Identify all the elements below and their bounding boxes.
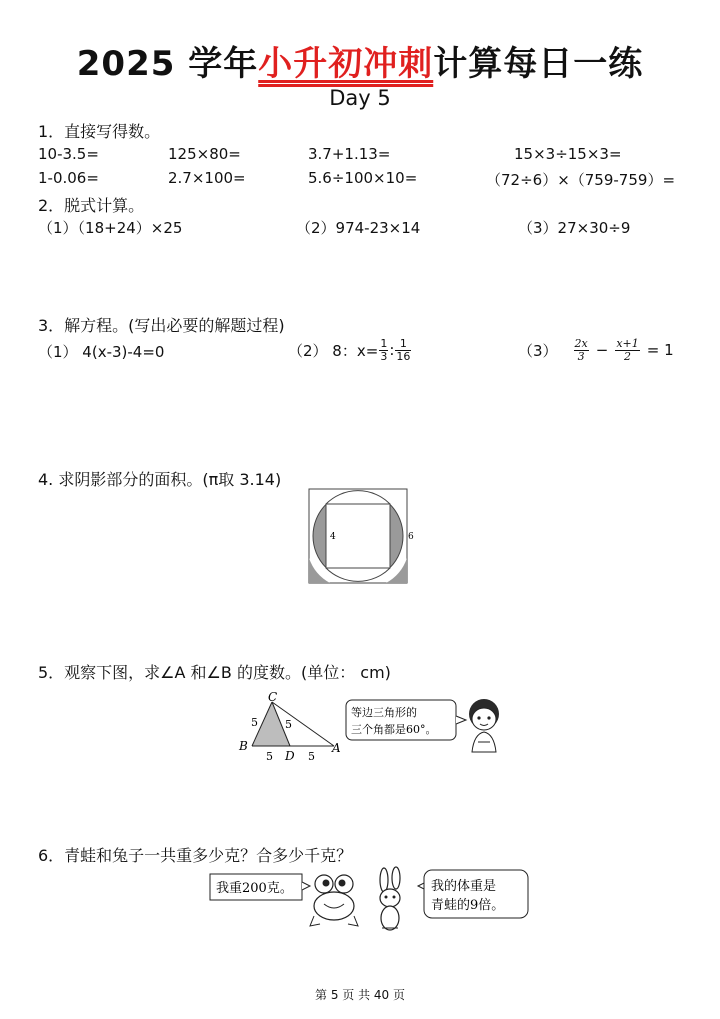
q1-r1-c3: 3.7+1.13= — [308, 145, 391, 163]
page-footer: 第 5 页 共 40 页 — [315, 988, 405, 1002]
label-bc: 5 — [251, 716, 258, 729]
bottom-white-region — [326, 567, 390, 582]
q6-heading: 6．青蛙和兔子一共重多少克？合多少千克？ — [38, 846, 353, 865]
frac-num: 1 — [380, 336, 388, 350]
q1-r1-c4: 15×3÷15×3= — [514, 145, 622, 163]
q1-r2-c2: 2.7×100= — [168, 169, 246, 187]
q3-item3-label: （3） — [518, 341, 558, 360]
frog-bubble-tail — [302, 882, 310, 890]
frac-num: 1 — [395, 338, 411, 351]
day-label: Day 5 — [329, 86, 391, 110]
q3-item3-rhs: = 1 — [646, 341, 674, 359]
frac-num: x+1 — [616, 336, 639, 350]
vertex-b: B — [239, 739, 248, 753]
bubble-tail — [456, 716, 466, 724]
q3-item-3 — [518, 335, 674, 365]
q3-item3-frac1 — [574, 338, 589, 363]
vertex-a: A — [332, 741, 341, 755]
label-outer: 6 — [408, 532, 414, 542]
frog-bubble-text: 我重200克。 — [216, 881, 293, 896]
q1-r1-c2: 125×80= — [168, 145, 241, 163]
frac-den: 3 — [380, 349, 388, 363]
boy-illustration — [469, 699, 499, 752]
q1-r1-c1: 10-3.5= — [38, 145, 99, 163]
q3-item2-label: （2） 8：x= — [288, 341, 379, 360]
label-da: 5 — [308, 750, 315, 763]
q3-item3-minus: − — [595, 341, 609, 359]
q3-item2-sep: : — [389, 341, 395, 359]
rabbit-bubble-line-1: 我的体重是 — [431, 879, 497, 894]
rabbit-illustration — [380, 867, 400, 930]
q3-item3-frac2 — [615, 338, 639, 363]
q3-item-2 — [288, 335, 412, 365]
q1-r2-c4: （72÷6）×（759-759）= — [486, 171, 676, 189]
q2-item-3: （3）27×30÷9 — [518, 219, 631, 237]
bubble-line-2: 三个角都是60°。 — [351, 723, 437, 736]
frac-den: 16 — [396, 349, 411, 363]
rabbit-bubble-line-2: 青蛙的9倍。 — [431, 898, 505, 913]
q1-r2-c3: 5.6÷100×10= — [308, 169, 418, 187]
frac-num: 2x — [574, 336, 588, 350]
page-title — [0, 36, 720, 85]
q4-heading: 4. 求阴影部分的面积。(π取 3.14) — [38, 470, 282, 489]
triangle-figure — [234, 690, 504, 766]
title-highlight: 小升初冲刺 — [258, 44, 434, 84]
label-bd: 5 — [266, 750, 273, 763]
q3-item2-frac2 — [395, 338, 411, 363]
q3-heading: 3．解方程。(写出必要的解题过程) — [38, 316, 285, 335]
vertex-c: C — [268, 690, 278, 704]
q2-item-2: （2）974-23×14 — [296, 219, 421, 237]
frac-den: 3 — [577, 349, 585, 363]
q3-item-1: （1） 4(x-3)-4=0 — [38, 343, 165, 361]
title-suffix: 计算每日一练 — [433, 44, 644, 84]
shaded-area-figure — [308, 488, 414, 584]
q1-heading: 1．直接写得数。 — [38, 122, 161, 141]
q3-item2-frac1 — [379, 338, 388, 363]
q2-item-1: （1）（18+24）×25 — [38, 219, 183, 237]
bubble-line-1: 等边三角形的 — [351, 706, 417, 719]
q1-r2-c1: 1-0.06= — [38, 169, 99, 187]
frog-illustration — [310, 875, 358, 926]
label-inner: 4 — [330, 532, 336, 542]
top-white-region — [326, 490, 390, 505]
vertex-d: D — [285, 749, 295, 763]
q5-heading: 5．观察下图，求∠A 和∠B 的度数。(单位： cm) — [38, 663, 391, 682]
q2-heading: 2．脱式计算。 — [38, 196, 145, 215]
title-prefix: 2025 学年 — [76, 44, 259, 84]
frac-den: 2 — [624, 349, 632, 363]
label-cd: 5 — [285, 718, 292, 731]
frog-rabbit-figure — [206, 866, 536, 936]
